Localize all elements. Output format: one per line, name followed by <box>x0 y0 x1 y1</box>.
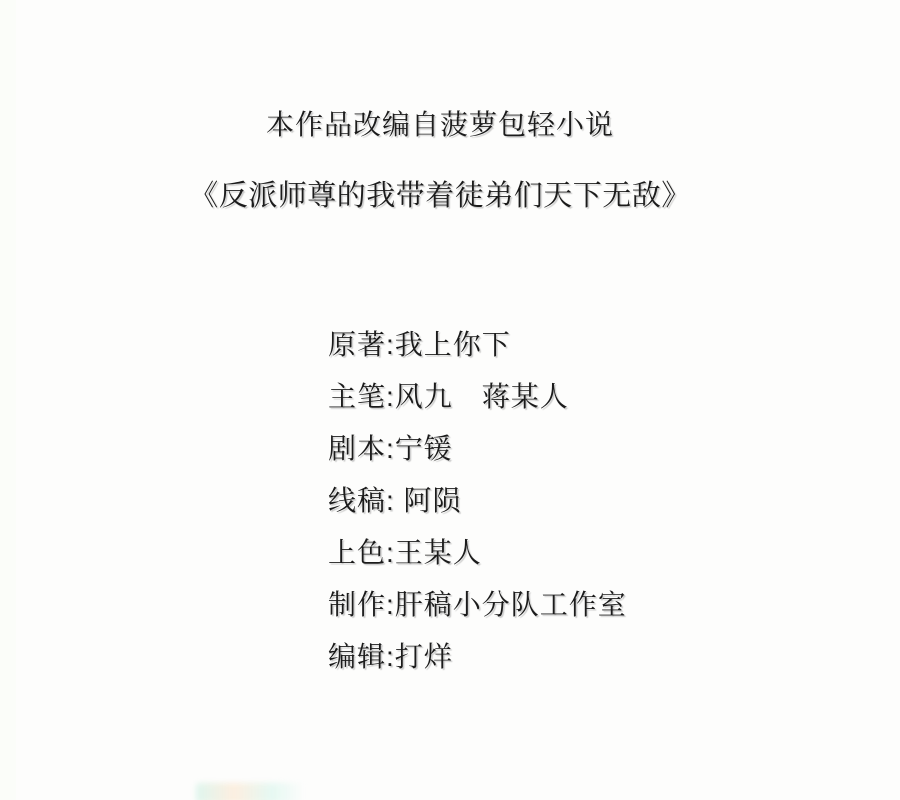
header <box>0 108 880 214</box>
credits-list <box>328 330 627 694</box>
credit-line-script: 剧本:宁锾 <box>328 433 453 464</box>
adaptation-note: 本作品改编自菠萝包轻小说 <box>265 109 614 140</box>
credit-line-editor: 编辑:打烊 <box>328 641 453 672</box>
credit-line-coloring: 上色:王某人 <box>328 537 482 568</box>
novel-title: 《反派师尊的我带着徒弟们天下无敌》 <box>189 180 691 212</box>
next-panel-peek <box>196 783 304 800</box>
credit-line-lineart: 线稿: 阿陨 <box>328 485 462 516</box>
credit-line-production: 制作:肝稿小分队工作室 <box>328 589 627 620</box>
credit-line-lead-artist: 主笔:风九 蒋某人 <box>328 381 569 412</box>
credit-line-original-author: 原著:我上你下 <box>328 329 511 360</box>
